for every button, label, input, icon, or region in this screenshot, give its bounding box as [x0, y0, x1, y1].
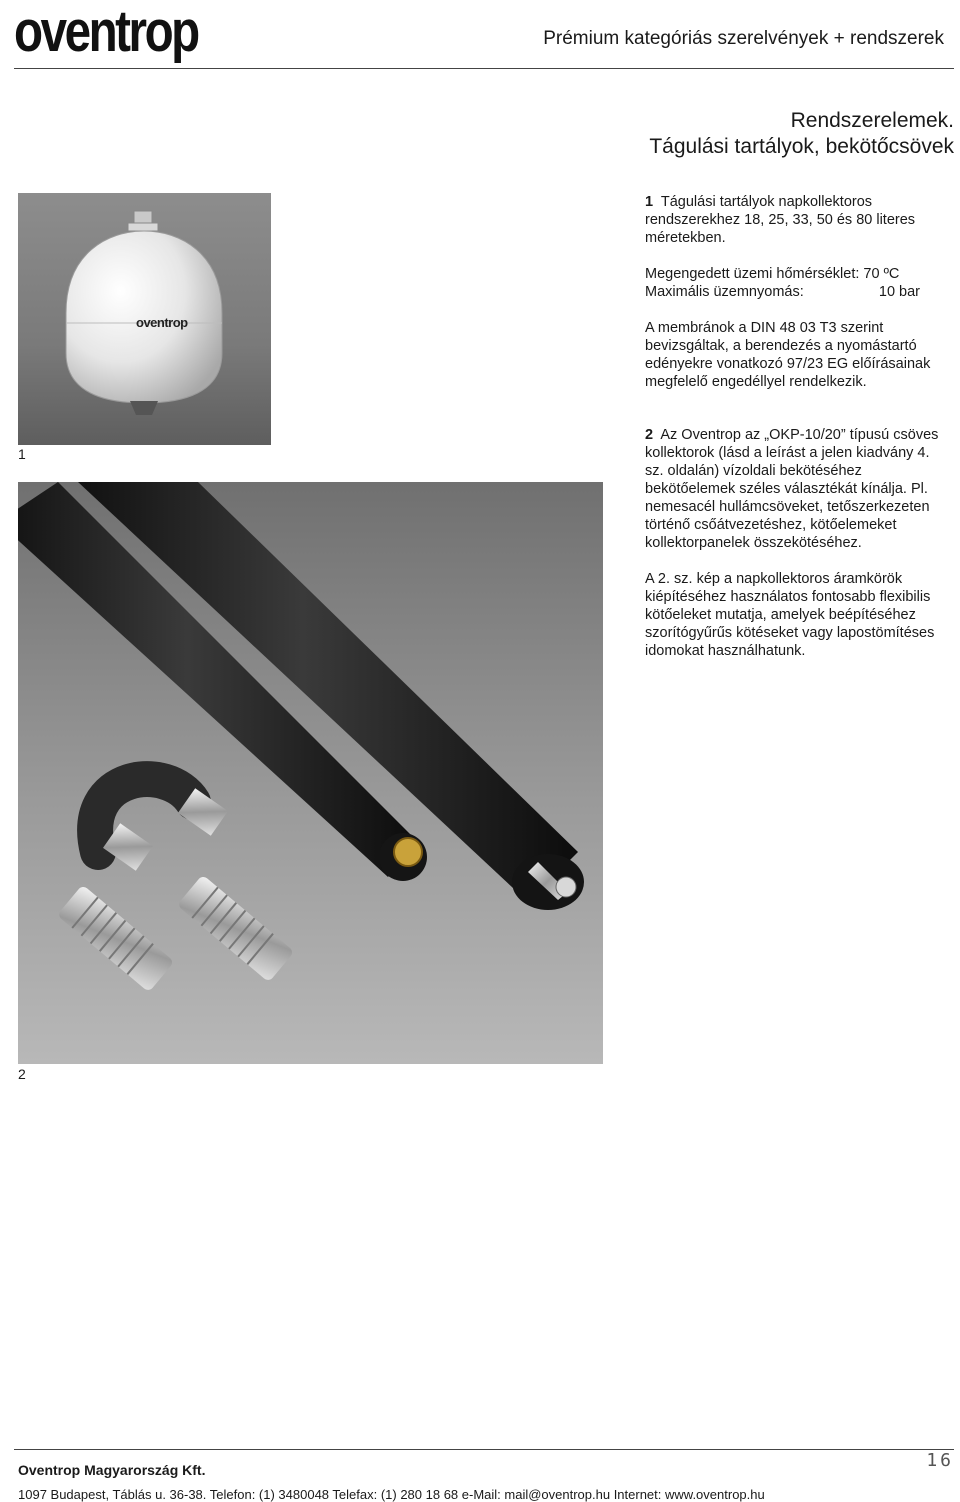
item-2-description — [645, 426, 945, 552]
spec-pressure-value: 10 bar — [878, 284, 920, 300]
connector-pipes-illustration — [18, 482, 603, 1064]
item-2-text-block — [645, 426, 945, 660]
figure-1-caption: 1 — [18, 446, 26, 462]
footer-company: Oventrop Magyarország Kft. — [18, 1462, 206, 1478]
footer-divider — [14, 1449, 954, 1450]
item-1-number: 1 — [645, 194, 654, 210]
page-number: 16 — [926, 1450, 954, 1471]
oventrop-logo: oventrop — [14, 0, 198, 64]
figure-2-caption: 2 — [18, 1066, 26, 1082]
section-title-line1: Rendszerelemek. — [790, 109, 954, 132]
item-2-detail: A 2. sz. kép a napkollektoros áramkörök kiépítéséhez használatos fontosabb flexibilis kötőeleket mutatja, amelyek beépítéséhez szorítógyűrűs kötéseket vagy lapostömítéses idomokat használhatunk. — [645, 571, 935, 659]
spec-temperature: Megengedett üzemi hőmérséklet: 70 ºC — [645, 266, 900, 282]
item-2-text: Az Oventrop az „OKP-10/20” típusú csöves kollektorok (lásd a leírást a jelen kiadvány 4. sz. oldalán) vízoldali bekötéséhez bekötőelemek széles választékát kínálja. Pl. nemesacél hullámcsöveket, tetőszerkezeten történő csőátvezetéshez, kötőelemeket kollektorpanelek összekötéséhez. — [645, 427, 939, 551]
spec-pressure-label: Maximális üzemnyomás: — [645, 284, 804, 300]
tank-brand-label: oventrop — [136, 315, 188, 330]
expansion-tank-photo — [18, 193, 271, 445]
item-2-number: 2 — [645, 427, 654, 443]
membrane-note: A membránok a DIN 48 03 T3 szerint bevizsgáltak, a berendezés a nyomástartó edényekre vonatkozó 97/23 EG előírásainak megfelelő engedéllyel rendelkezik. — [645, 320, 931, 390]
header-divider — [14, 68, 954, 69]
section-title-line2: Tágulási tartályok, bekötőcsövek — [649, 135, 954, 158]
spec-pressure — [645, 283, 945, 301]
connector-pipes-photo — [18, 482, 603, 1064]
section-title — [649, 108, 954, 160]
item-1-text-block — [645, 193, 945, 391]
item-1-description — [645, 193, 945, 247]
item-1-text: Tágulási tartályok napkollektoros rendszerekhez 18, 25, 33, 50 és 80 literes méretekben. — [645, 194, 916, 246]
footer-address: 1097 Budapest, Táblás u. 36-38. Telefon: (1) 3480048 Telefax: (1) 280 18 68 e-Mail: mail@oventrop.hu Internet: www.oventrop.hu — [18, 1487, 765, 1502]
header-tagline: Prémium kategóriás szerelvények + rendszerek — [543, 28, 944, 49]
